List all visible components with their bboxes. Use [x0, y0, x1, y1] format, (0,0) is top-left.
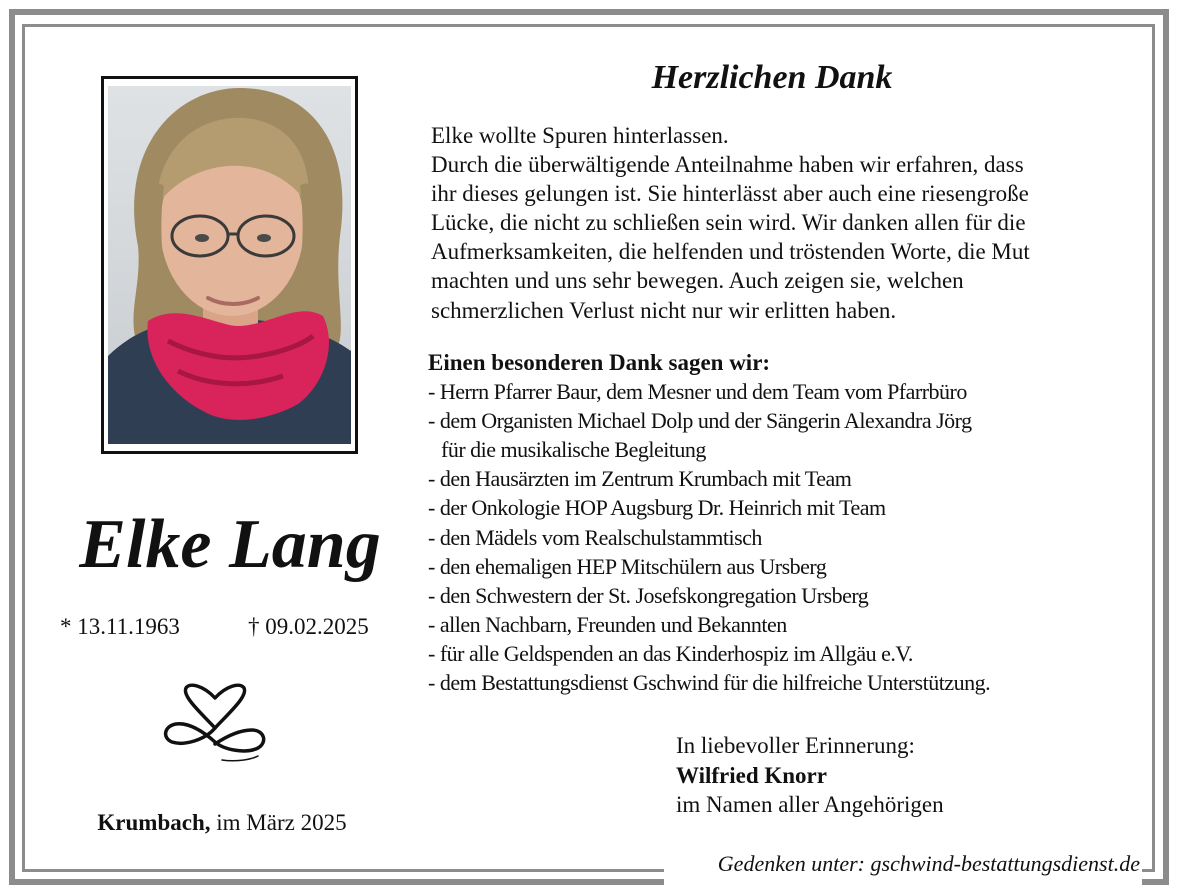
infinity-heart-icon — [160, 682, 270, 766]
thanks-list — [428, 348, 1140, 697]
date-text: im März 2025 — [210, 810, 347, 835]
intro-text — [431, 121, 1131, 325]
closing-line: In liebevoller Erinnerung: — [676, 733, 915, 758]
intro-line: machten und uns sehr bewegen. Auch zeigen sie, welchen — [431, 268, 964, 294]
birth-date: * 13.11.1963 — [60, 614, 180, 639]
death-date: † 09.02.2025 — [248, 614, 369, 639]
intro-line: ihr dieses gelungen ist. Sie hinterlässt aber auch eine riesengroße — [431, 181, 1029, 207]
list-item: - den Hausärzten im Zentrum Krumbach mit Team — [428, 466, 852, 492]
list-item: - den Mädels vom Realschulstammtisch — [428, 524, 762, 550]
list-item: - den ehemaligen HEP Mitschülern aus Ursberg — [428, 553, 827, 579]
deceased-name: Elke Lang — [79, 506, 381, 583]
thanks-heading: Einen besonderen Dank sagen wir: — [428, 350, 771, 375]
page-title: Herzlichen Dank — [651, 59, 893, 96]
list-item: - dem Bestattungsdienst Gschwind für die hilfreiche Unterstützung. — [428, 670, 991, 696]
list-item: - für alle Geldspenden an das Kinderhospiz im Allgäu e.V. — [428, 640, 913, 666]
intro-line: schmerzlichen Verlust nicht nur wir erlitten haben. — [431, 297, 897, 323]
list-item: - den Schwestern der St. Josefskongregation Ursberg — [428, 582, 869, 608]
list-item: für die musikalische Begleitung — [441, 437, 706, 463]
list-item: - allen Nachbarn, Freunden und Bekannten — [428, 611, 787, 637]
intro-line: Aufmerksamkeiten, die helfenden und tröstenden Worte, die Mut — [431, 239, 1030, 265]
closing-signature — [676, 731, 1116, 820]
list-item: - der Onkologie HOP Augsburg Dr. Heinrich mit Team — [428, 495, 886, 521]
signer-name: Wilfried Knorr — [676, 762, 827, 788]
intro-line: Elke wollte Spuren hinterlassen. — [431, 123, 729, 148]
intro-line: Durch die überwältigende Anteilnahme haben wir erfahren, dass — [431, 152, 1024, 178]
list-item: - dem Organisten Michael Dolp und der Sängerin Alexandra Jörg — [428, 408, 972, 434]
intro-line: Lücke, die nicht zu schließen sein wird. Wir danken allen für die — [431, 210, 1026, 236]
list-item: - Herrn Pfarrer Baur, dem Mesner und dem Team vom Pfarrbüro — [428, 379, 967, 405]
closing-line: im Namen aller Angehörigen — [676, 792, 944, 817]
place-name: Krumbach, — [97, 810, 211, 835]
memorial-website-link[interactable]: Gedenken unter: gschwind-bestattungsdienst.de — [717, 851, 1140, 876]
place-date-line — [40, 808, 404, 838]
portrait-photo — [108, 86, 351, 444]
